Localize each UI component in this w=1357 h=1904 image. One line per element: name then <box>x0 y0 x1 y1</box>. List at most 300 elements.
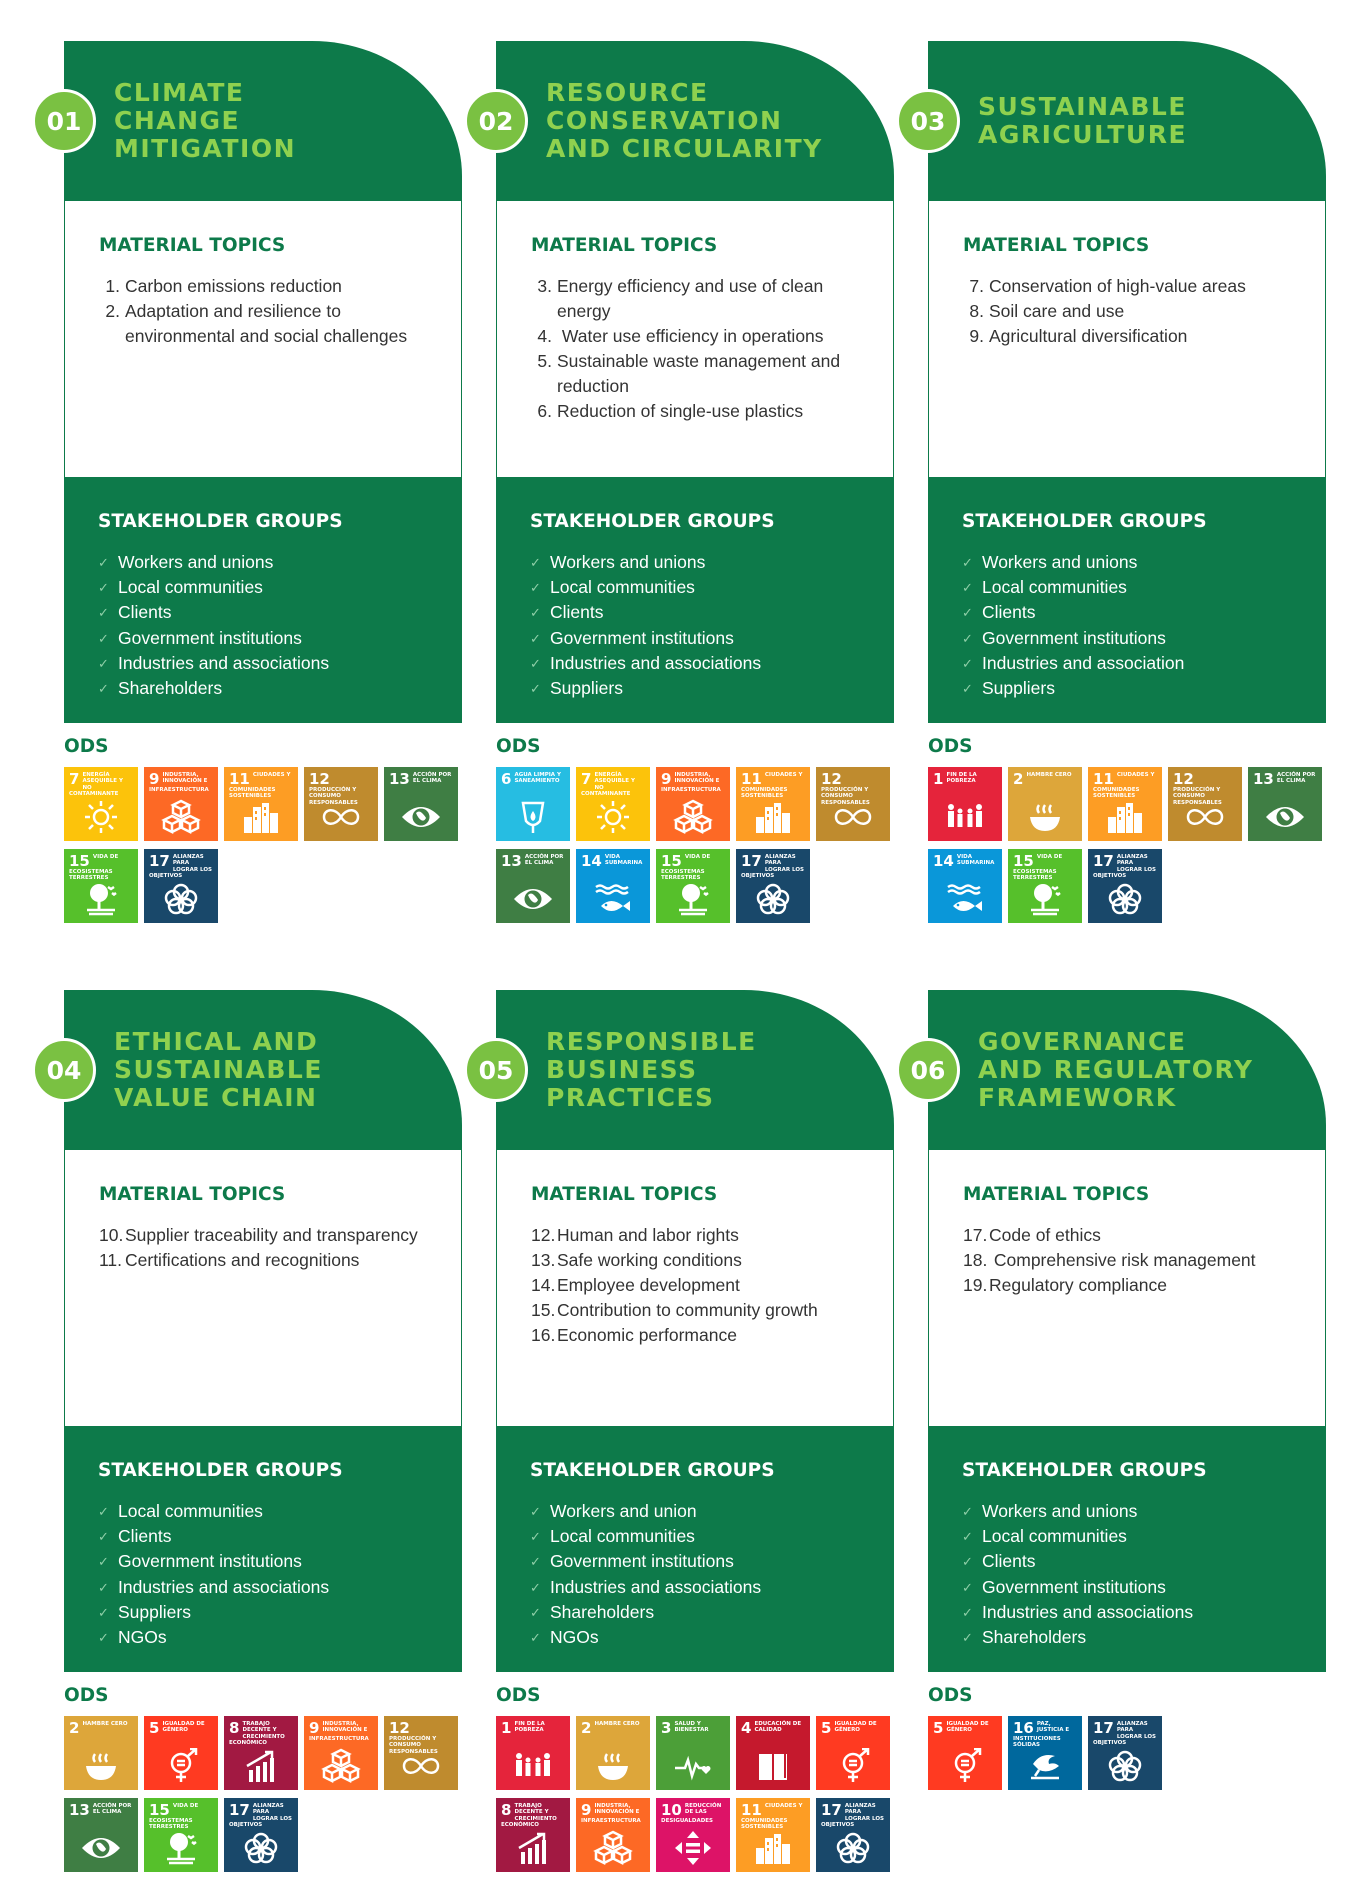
sdg-tile-15 <box>64 849 138 923</box>
sdg-number: 13 <box>1253 770 1274 788</box>
stakeholder-label: Local communities <box>982 1526 1127 1547</box>
material-topics-heading: MATERIAL TOPICS <box>99 235 286 256</box>
stakeholder-label: Industries and association <box>982 652 1185 673</box>
sdg-tile-1 <box>928 767 1002 841</box>
sdg-label: VIDA DE ECOSISTEMAS TERRESTRES <box>661 854 711 882</box>
sdg-label: ACCIÓN POR EL CLIMA <box>412 772 452 785</box>
topic-text: Code of ethics <box>989 1225 1101 1245</box>
stakeholder-groups-section <box>496 1426 894 1672</box>
checkmark-icon: ✓ <box>98 1504 109 1519</box>
sdg-tile-2 <box>64 1716 138 1790</box>
sdg-number: 12 <box>821 770 842 788</box>
topic-item <box>99 1248 431 1273</box>
stakeholder-label: Government institutions <box>118 1551 302 1572</box>
sdg-tile-12 <box>816 767 890 841</box>
stakeholder-item <box>98 1575 432 1600</box>
sdg-number: 15 <box>69 852 90 870</box>
topic-text: Regulatory compliance <box>989 1275 1168 1295</box>
topic-item <box>963 1273 1295 1298</box>
sdg-tile-12 <box>384 1716 458 1790</box>
card-header <box>478 41 894 201</box>
sdg-label: ACCIÓN POR EL CLIMA <box>1276 772 1316 785</box>
topic-text: Energy efficiency and use of clean energy <box>557 276 829 321</box>
sdg-tile-8 <box>224 1716 298 1790</box>
pillar-title-line: CONSERVATION <box>546 106 783 135</box>
sdg-label: ENERGÍA ASEQUIBLE Y NO CONTAMINANTE <box>69 772 123 797</box>
stakeholder-list <box>530 1499 864 1650</box>
stakeholder-item <box>962 1499 1296 1524</box>
sdg-icon-grid <box>928 767 1328 931</box>
stakeholder-item <box>962 550 1296 575</box>
pillar-title-line: CLIMATE <box>114 78 245 107</box>
sdg-tile-14 <box>576 849 650 923</box>
stakeholder-item <box>530 1499 864 1524</box>
material-topics-heading: MATERIAL TOPICS <box>963 1184 1150 1205</box>
checkmark-icon: ✓ <box>98 630 109 646</box>
topic-item <box>531 324 863 349</box>
sdg-number: 12 <box>389 1719 410 1737</box>
topic-text: Safe working conditions <box>557 1250 742 1270</box>
stakeholder-item <box>98 626 432 651</box>
sdg-number: 7 <box>581 770 592 788</box>
sdg-number: 12 <box>309 770 330 788</box>
checkmark-icon: ✓ <box>98 1529 109 1545</box>
material-topics-section <box>64 1150 462 1426</box>
stakeholder-item <box>962 1600 1296 1625</box>
pillar-title-line: GOVERNANCE <box>978 1027 1187 1056</box>
sdg-label: CIUDADES Y COMUNIDADES SOSTENIBLES <box>741 1803 803 1831</box>
pillar-title-line: SUSTAINABLE <box>114 1055 323 1084</box>
sdg-label: IGUALDAD DE GÉNERO <box>946 1721 989 1734</box>
stakeholder-label: Government institutions <box>982 627 1166 648</box>
pillar-title-line: FRAMEWORK <box>978 1083 1177 1112</box>
topic-number: 16. <box>531 1325 556 1345</box>
sdg-tile-13 <box>64 1798 138 1872</box>
topic-number: 19. <box>963 1275 988 1295</box>
sdg-number: 13 <box>389 770 410 788</box>
sdg-label: HAMBRE CERO <box>82 1721 128 1727</box>
pillar-title <box>546 990 854 1150</box>
sdg-tile-12 <box>304 767 378 841</box>
sdg-number: 11 <box>741 1801 762 1819</box>
sdg-number: 15 <box>149 1801 170 1819</box>
stakeholder-item <box>530 1575 864 1600</box>
pillar-card <box>46 41 462 931</box>
stakeholder-label: Shareholders <box>118 678 223 699</box>
sdg-icon-grid <box>496 767 896 931</box>
pillar-title-line: AND REGULATORY <box>978 1055 1254 1084</box>
stakeholder-item <box>98 575 432 600</box>
topic-item <box>531 399 863 424</box>
stakeholder-item <box>962 626 1296 651</box>
topic-item <box>963 274 1295 299</box>
sdg-number: 14 <box>933 852 954 870</box>
topic-number: 1. <box>105 276 120 296</box>
sdg-tile-13 <box>384 767 458 841</box>
checkmark-icon: ✓ <box>530 681 541 697</box>
sdg-label: SALUD Y BIENESTAR <box>674 1721 709 1734</box>
topic-number: 2. <box>105 301 120 321</box>
sdg-number: 16 <box>1013 1719 1034 1737</box>
sdg-tile-2 <box>576 1716 650 1790</box>
stakeholder-item <box>530 626 864 651</box>
checkmark-icon: ✓ <box>98 555 109 570</box>
stakeholder-label: Industries and associations <box>118 1576 330 1597</box>
checkmark-icon: ✓ <box>962 655 973 671</box>
pillar-title-line: AGRICULTURE <box>978 120 1188 149</box>
sdg-label: ALIANZAS PARA LOGRAR LOS OBJETIVOS <box>821 1803 884 1828</box>
sdg-number: 9 <box>149 770 160 788</box>
stakeholder-label: Government institutions <box>550 1551 734 1572</box>
sdg-label: CIUDADES Y COMUNIDADES SOSTENIBLES <box>229 772 291 800</box>
sdg-icon-grid <box>928 1716 1328 1798</box>
topic-item <box>531 274 863 324</box>
sdg-label: FIN DE LA POBREZA <box>946 772 977 785</box>
sdg-label: ALIANZAS PARA LOGRAR LOS OBJETIVOS <box>229 1803 292 1828</box>
stakeholder-item <box>530 1625 864 1650</box>
topic-item <box>531 1298 863 1323</box>
stakeholder-label: Suppliers <box>550 678 623 699</box>
topic-text: Human and labor rights <box>557 1225 739 1245</box>
sdg-tile-12 <box>1168 767 1242 841</box>
stakeholder-label: Local communities <box>550 1526 695 1547</box>
sdg-label: PRODUCCIÓN Y CONSUMO RESPONSABLES <box>389 1736 438 1755</box>
checkmark-icon: ✓ <box>98 1579 109 1595</box>
topic-text: Economic performance <box>557 1325 737 1345</box>
sdg-tile-17 <box>1088 849 1162 923</box>
stakeholder-item <box>98 1625 432 1650</box>
sdg-number: 5 <box>149 1719 160 1737</box>
pillar-title-line: CHANGE <box>114 106 241 135</box>
material-topics-list <box>531 274 863 424</box>
stakeholder-groups-section <box>928 1426 1326 1672</box>
sdg-number: 13 <box>69 1801 90 1819</box>
sdg-label: VIDA SUBMARINA <box>604 854 643 867</box>
material-topics-section <box>928 201 1326 477</box>
material-topics-section <box>64 201 462 477</box>
pillar-title <box>114 990 422 1150</box>
checkmark-icon: ✓ <box>962 555 973 570</box>
sdg-tile-1 <box>496 1716 570 1790</box>
sdg-label: INDUSTRIA, INNOVACIÓN E INFRAESTRUCTURA <box>661 772 721 793</box>
sdg-number: 2 <box>69 1719 80 1737</box>
sdg-number: 9 <box>309 1719 320 1737</box>
stakeholder-label: Government institutions <box>982 1576 1166 1597</box>
material-topics-heading: MATERIAL TOPICS <box>531 235 718 256</box>
sdg-tile-17 <box>224 1798 298 1872</box>
topic-text: Contribution to community growth <box>557 1300 818 1320</box>
sdg-tile-11 <box>224 767 298 841</box>
card-header <box>478 990 894 1150</box>
material-topics-heading: MATERIAL TOPICS <box>963 235 1150 256</box>
pillar-title <box>114 41 422 201</box>
checkmark-icon: ✓ <box>530 630 541 646</box>
topic-number: 6. <box>537 401 552 421</box>
sdg-label: INDUSTRIA, INNOVACIÓN E INFRAESTRUCTURA <box>149 772 209 793</box>
stakeholder-groups-heading: STAKEHOLDER GROUPS <box>962 1460 1207 1481</box>
topic-text: Adaptation and resilience to environmental and social challenges <box>125 301 408 346</box>
checkmark-icon: ✓ <box>962 580 973 596</box>
checkmark-icon: ✓ <box>98 1604 109 1620</box>
sdg-number: 14 <box>581 852 602 870</box>
stakeholder-item <box>962 651 1296 676</box>
stakeholder-item <box>530 676 864 701</box>
stakeholder-item <box>962 1524 1296 1549</box>
pillar-number-badge: 03 <box>896 89 960 153</box>
sdg-tile-11 <box>736 1798 810 1872</box>
sdg-label: CIUDADES Y COMUNIDADES SOSTENIBLES <box>1093 772 1155 800</box>
stakeholder-label: Industries and associations <box>550 652 762 673</box>
stakeholder-label: NGOs <box>118 1627 167 1648</box>
sdg-number: 2 <box>1013 770 1024 788</box>
stakeholder-item <box>962 1625 1296 1650</box>
checkmark-icon: ✓ <box>962 1554 973 1570</box>
stakeholder-item <box>530 651 864 676</box>
pillar-title-line: MITIGATION <box>114 134 296 163</box>
material-topics-heading: MATERIAL TOPICS <box>531 1184 718 1205</box>
stakeholder-label: Local communities <box>550 577 695 598</box>
sdg-number: 10 <box>661 1801 682 1819</box>
ods-heading: ODS <box>928 736 973 757</box>
pillar-title-line: RESPONSIBLE <box>546 1027 757 1056</box>
sdg-label: HAMBRE CERO <box>1026 772 1072 778</box>
topic-text: Employee development <box>557 1275 740 1295</box>
sdg-number: 4 <box>741 1719 752 1737</box>
ods-heading: ODS <box>496 1685 541 1706</box>
sdg-tile-17 <box>1088 1716 1162 1790</box>
stakeholder-label: Workers and unions <box>550 552 706 572</box>
sdg-label: ALIANZAS PARA LOGRAR LOS OBJETIVOS <box>1093 854 1156 879</box>
sdg-label: ALIANZAS PARA LOGRAR LOS OBJETIVOS <box>149 854 212 879</box>
sdg-label: ENERGÍA ASEQUIBLE Y NO CONTAMINANTE <box>581 772 635 797</box>
sdg-label: PRODUCCIÓN Y CONSUMO RESPONSABLES <box>821 787 870 806</box>
sdg-label: REDUCCIÓN DE LAS DESIGUALDADES <box>661 1803 722 1824</box>
sdg-tile-9 <box>576 1798 650 1872</box>
topic-item <box>531 1248 863 1273</box>
topic-number: 8. <box>969 301 984 321</box>
pillar-title <box>978 990 1286 1150</box>
stakeholder-item <box>98 1524 432 1549</box>
sdg-tile-16 <box>1008 1716 1082 1790</box>
sdg-icon-grid <box>496 1716 896 1880</box>
material-topics-section <box>496 201 894 477</box>
stakeholder-label: Workers and unions <box>982 1501 1138 1521</box>
topic-number: 18. <box>963 1250 988 1270</box>
sdg-tile-6 <box>496 767 570 841</box>
stakeholder-item <box>98 550 432 575</box>
checkmark-icon: ✓ <box>962 605 973 621</box>
topic-item <box>531 1223 863 1248</box>
sdg-number: 8 <box>229 1719 240 1737</box>
checkmark-icon: ✓ <box>962 630 973 646</box>
sdg-number: 17 <box>1093 852 1114 870</box>
card-header <box>46 41 462 201</box>
sdg-label: VIDA DE ECOSISTEMAS TERRESTRES <box>149 1803 199 1831</box>
material-topics-list <box>99 274 431 349</box>
stakeholder-list <box>530 550 864 701</box>
sdg-tile-13 <box>496 849 570 923</box>
sdg-label: PRODUCCIÓN Y CONSUMO RESPONSABLES <box>309 787 358 806</box>
sdg-number: 8 <box>501 1801 512 1819</box>
checkmark-icon: ✓ <box>530 1604 541 1620</box>
sdg-number: 1 <box>501 1719 512 1737</box>
pillar-title-line: VALUE CHAIN <box>114 1083 318 1112</box>
checkmark-icon: ✓ <box>98 1554 109 1570</box>
stakeholder-list <box>962 1499 1296 1650</box>
stakeholder-groups-section <box>928 477 1326 723</box>
sdg-icon-grid <box>64 767 464 931</box>
sdg-number: 5 <box>933 1719 944 1737</box>
sdg-number: 5 <box>821 1719 832 1737</box>
topic-number: 11. <box>99 1250 123 1270</box>
sdg-number: 15 <box>661 852 682 870</box>
sdg-label: INDUSTRIA, INNOVACIÓN E INFRAESTRUCTURA <box>581 1803 641 1824</box>
sdg-tile-17 <box>816 1798 890 1872</box>
stakeholder-label: Clients <box>550 602 604 623</box>
sdg-tile-13 <box>1248 767 1322 841</box>
stakeholder-label: Clients <box>118 1526 172 1547</box>
stakeholder-item <box>962 575 1296 600</box>
sdg-label: AGUA LIMPIA Y SANEAMIENTO <box>514 772 561 785</box>
ods-heading: ODS <box>64 1685 109 1706</box>
pillar-number-badge: 04 <box>32 1038 96 1102</box>
sdg-tile-10 <box>656 1798 730 1872</box>
sdg-label: CIUDADES Y COMUNIDADES SOSTENIBLES <box>741 772 803 800</box>
material-topics-list <box>963 1223 1295 1298</box>
topic-number: 12. <box>531 1225 556 1245</box>
sdg-label: PAZ, JUSTICIA E INSTITUCIONES SÓLIDAS <box>1013 1721 1070 1749</box>
stakeholder-label: Workers and union <box>550 1501 697 1521</box>
stakeholder-item <box>530 575 864 600</box>
sdg-tile-9 <box>304 1716 378 1790</box>
card-header <box>910 990 1326 1150</box>
stakeholder-groups-section <box>496 477 894 723</box>
sdg-tile-5 <box>928 1716 1002 1790</box>
sdg-tile-9 <box>144 767 218 841</box>
sdg-label: FIN DE LA POBREZA <box>514 1721 545 1734</box>
stakeholder-label: Government institutions <box>118 627 302 648</box>
pillar-title-line: ETHICAL AND <box>114 1027 319 1056</box>
sdg-label: EDUCACIÓN DE CALIDAD <box>754 1721 802 1734</box>
topic-text: Agricultural diversification <box>989 326 1188 346</box>
sdg-number: 13 <box>501 852 522 870</box>
stakeholder-item <box>962 600 1296 625</box>
stakeholder-item <box>530 1524 864 1549</box>
sdg-number: 3 <box>661 1719 672 1737</box>
topic-text: Supplier traceability and transparency <box>125 1225 418 1245</box>
sdg-number: 17 <box>821 1801 842 1819</box>
stakeholder-label: Workers and unions <box>118 552 274 572</box>
pillar-title-line: SUSTAINABLE <box>978 92 1187 121</box>
sdg-tile-5 <box>144 1716 218 1790</box>
sdg-tile-11 <box>736 767 810 841</box>
checkmark-icon: ✓ <box>530 1529 541 1545</box>
stakeholder-list <box>98 550 432 701</box>
sdg-label: IGUALDAD DE GÉNERO <box>162 1721 205 1734</box>
sdg-tile-15 <box>1008 849 1082 923</box>
sdg-number: 11 <box>1093 770 1114 788</box>
topic-item <box>99 299 431 349</box>
stakeholder-label: Industries and associations <box>118 652 330 673</box>
checkmark-icon: ✓ <box>962 1630 973 1646</box>
topic-text: Water use efficiency in operations <box>557 326 824 346</box>
sdg-tile-3 <box>656 1716 730 1790</box>
sdg-number: 9 <box>581 1801 592 1819</box>
sdg-number: 11 <box>229 770 250 788</box>
ods-heading: ODS <box>928 1685 973 1706</box>
topic-text: Reduction of single-use plastics <box>557 401 804 421</box>
sdg-number: 7 <box>69 770 80 788</box>
sdg-number: 1 <box>933 770 944 788</box>
topic-number: 7. <box>969 276 984 296</box>
pillar-title <box>546 41 854 201</box>
pillar-number-badge: 06 <box>896 1038 960 1102</box>
topic-text: Conservation of high-value areas <box>989 276 1246 296</box>
checkmark-icon: ✓ <box>530 1504 541 1519</box>
stakeholder-item <box>530 600 864 625</box>
sdg-label: VIDA DE ECOSISTEMAS TERRESTRES <box>69 854 119 882</box>
stakeholder-label: Workers and unions <box>982 552 1138 572</box>
sdg-number: 2 <box>581 1719 592 1737</box>
stakeholder-item <box>962 1575 1296 1600</box>
topic-item <box>531 349 863 399</box>
stakeholder-item <box>962 676 1296 701</box>
checkmark-icon: ✓ <box>98 681 109 697</box>
pillar-number-badge: 01 <box>32 89 96 153</box>
stakeholder-item <box>962 1549 1296 1574</box>
checkmark-icon: ✓ <box>962 1529 973 1545</box>
stakeholder-item <box>530 1600 864 1625</box>
checkmark-icon: ✓ <box>98 580 109 596</box>
topic-number: 14. <box>531 1275 556 1295</box>
stakeholder-item <box>98 651 432 676</box>
stakeholder-label: Shareholders <box>550 1601 655 1622</box>
material-topics-heading: MATERIAL TOPICS <box>99 1184 286 1205</box>
sdg-number: 17 <box>741 852 762 870</box>
topic-text: Comprehensive risk management <box>989 1250 1256 1270</box>
stakeholder-label: Government institutions <box>550 627 734 648</box>
pillar-title <box>978 41 1286 201</box>
stakeholder-groups-heading: STAKEHOLDER GROUPS <box>962 511 1207 532</box>
card-header <box>46 990 462 1150</box>
sdg-number: 17 <box>149 852 170 870</box>
material-topics-list <box>99 1223 431 1273</box>
sdg-number: 15 <box>1013 852 1034 870</box>
pillar-number-badge: 02 <box>464 89 528 153</box>
sdg-label: HAMBRE CERO <box>594 1721 640 1727</box>
stakeholder-item <box>98 1600 432 1625</box>
stakeholder-label: NGOs <box>550 1627 599 1648</box>
sdg-tile-7 <box>64 767 138 841</box>
pillar-card <box>910 990 1326 1798</box>
pillar-title-line: RESOURCE <box>546 78 709 107</box>
sdg-number: 11 <box>741 770 762 788</box>
stakeholder-groups-heading: STAKEHOLDER GROUPS <box>530 1460 775 1481</box>
topic-text: Sustainable waste management and reduction <box>557 351 845 396</box>
material-topics-section <box>928 1150 1326 1426</box>
topic-item <box>531 1323 863 1348</box>
topic-number: 9. <box>969 326 984 346</box>
sdg-label: PRODUCCIÓN Y CONSUMO RESPONSABLES <box>1173 787 1222 806</box>
topic-item <box>99 1223 431 1248</box>
checkmark-icon: ✓ <box>530 655 541 671</box>
topic-number: 5. <box>537 351 552 371</box>
checkmark-icon: ✓ <box>98 1630 109 1646</box>
stakeholder-label: Clients <box>982 602 1036 623</box>
topic-number: 15. <box>531 1300 556 1320</box>
sdg-tile-14 <box>928 849 1002 923</box>
sdg-tile-7 <box>576 767 650 841</box>
